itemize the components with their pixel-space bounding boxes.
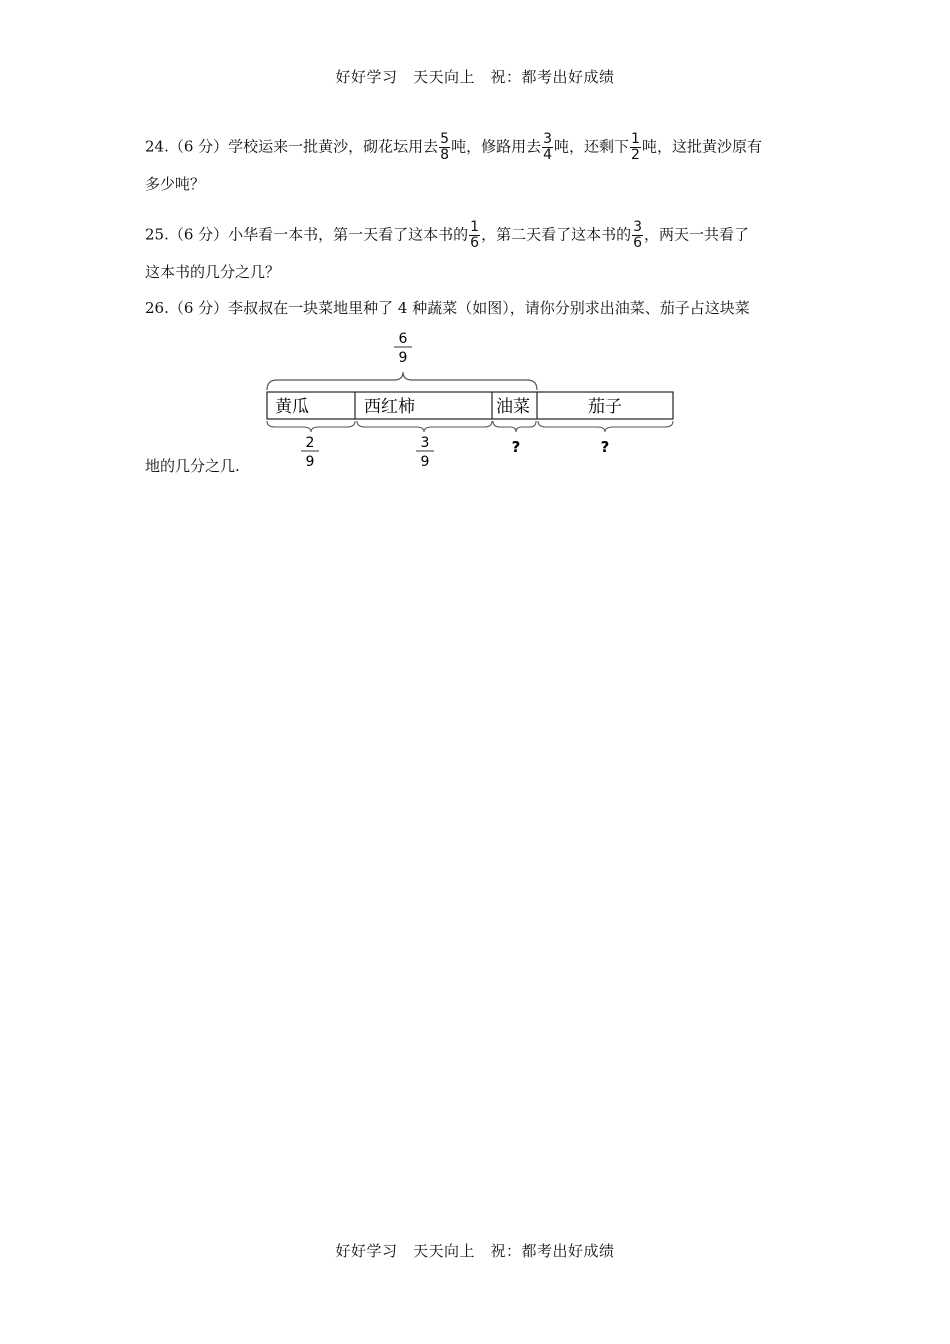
question-25-line-2: 这本书的几分之几？ [145,263,281,281]
segment-tomato: 西红柿 [364,397,415,417]
bottom-fraction-1-den: 9 [305,454,315,470]
bottom-brace-eggplant [538,421,673,432]
q25-fraction-1 [469,220,480,251]
q24-f2-num: 3 [543,131,553,147]
segment-eggplant: 茄子 [588,397,622,417]
bottom-question-eggplant: ? [600,438,610,456]
q25-f1-den: 6 [470,235,480,251]
top-fraction-den: 9 [398,350,408,366]
q25-f2-den: 6 [633,235,643,251]
q24-suffix: 吨，这批黄沙原有 [641,137,762,156]
page-footer: 好好学习 天天向上 祝：都考出好成绩 [335,1242,615,1260]
question-24-line-1 [145,132,762,163]
question-25-line-1 [145,220,749,251]
q24-mid-1: 吨，修路用去 [451,137,542,156]
page-header: 好好学习 天天向上 祝：都考出好成绩 [335,68,615,86]
bottom-brace-rapeseed [493,421,536,432]
vegetable-plot-diagram [0,330,950,470]
q24-f2-den: 4 [543,147,553,163]
question-26-line-1: 26.（6 分）李叔叔在一块菜地里种了 4 种蔬菜（如图），请你分别求出油菜、茄子占这块菜 [145,299,750,317]
bottom-question-rapeseed: ? [511,438,521,456]
q24-prefix: 24.（6 分）学校运来一批黄沙，砌花坛用去 [145,137,439,156]
q24-fraction-3 [630,132,641,163]
q24-mid-2: 吨，还剩下 [554,137,630,156]
q25-prefix: 25.（6 分）小华看一本书，第一天看了这本书的 [145,225,469,244]
q24-fraction-2 [542,132,553,163]
q24-f1-den: 8 [440,147,450,163]
q25-mid-1: ，第二天看了这本书的 [481,225,632,244]
bottom-fraction-2-num: 3 [420,435,430,451]
top-fraction-num: 6 [398,331,408,347]
q24-f3-num: 1 [631,131,640,147]
q24-f3-den: 2 [631,147,640,163]
q24-f1-num: 5 [440,131,450,147]
segment-rapeseed: 油菜 [496,397,530,417]
top-brace [267,372,537,390]
segment-cucumber: 黄瓜 [275,397,309,417]
bottom-fraction-2-den: 9 [420,454,430,470]
question-26-line-2: 地的几分之几. [145,457,240,475]
question-24-line-2: 多少吨？ [145,175,206,193]
q25-suffix: ，两天一共看了 [644,225,750,244]
bottom-fraction-1-num: 2 [305,435,315,451]
bottom-brace-cucumber [267,421,355,432]
q25-f2-num: 3 [633,219,643,235]
bottom-brace-tomato [357,421,492,432]
q24-fraction-1 [439,132,450,163]
q25-fraction-2 [632,220,643,251]
q25-f1-num: 1 [470,219,480,235]
